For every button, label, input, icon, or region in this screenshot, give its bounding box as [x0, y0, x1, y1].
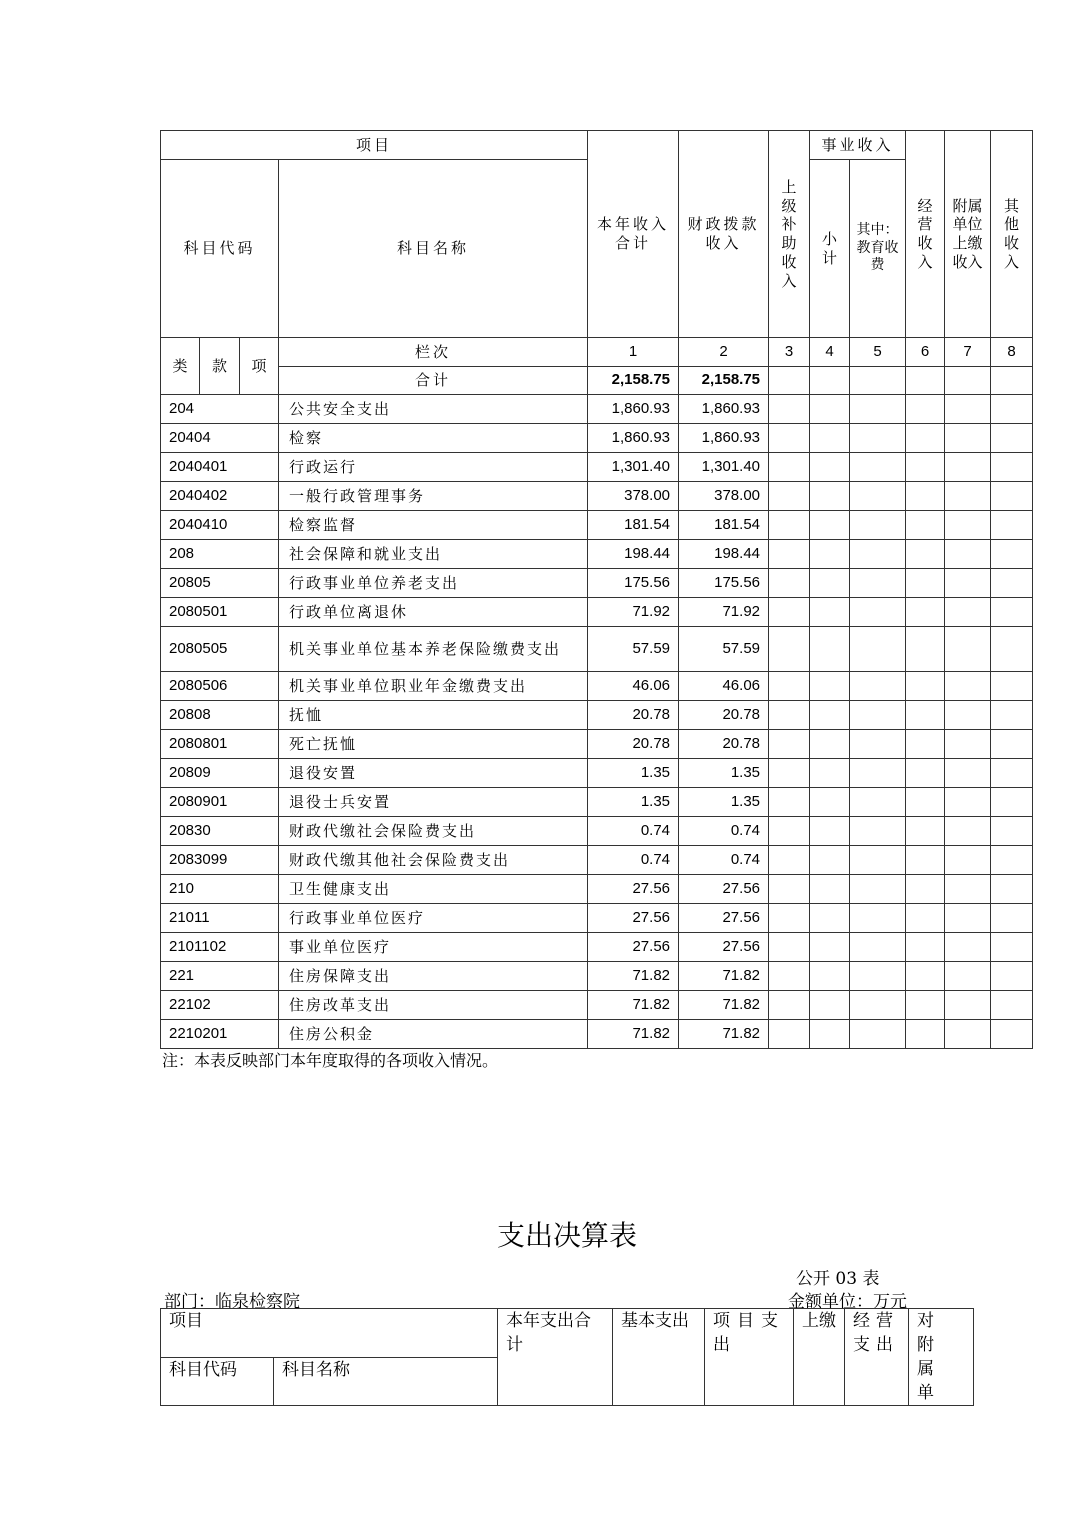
row-empty-cell [850, 701, 906, 730]
row-empty-cell [991, 511, 1033, 540]
row-empty-cell [991, 453, 1033, 482]
row-fiscal-income: 181.54 [679, 511, 769, 540]
row-empty-cell [945, 1020, 991, 1049]
row-fiscal-income: 71.92 [679, 598, 769, 627]
header-code: 科目代码 [161, 160, 279, 338]
header-lei: 类 [161, 338, 200, 395]
row-name: 财政代缴其他社会保险费支出 [279, 846, 588, 875]
row-total-income: 27.56 [588, 933, 679, 962]
exp-header-shangjiao: 上缴 [794, 1309, 845, 1406]
row-empty-cell [810, 817, 850, 846]
row-empty-cell [906, 904, 945, 933]
row-empty-cell [850, 904, 906, 933]
table-row [161, 875, 1033, 904]
row-empty-cell [991, 482, 1033, 511]
table-row [161, 933, 1033, 962]
row-name: 事业单位医疗 [279, 933, 588, 962]
row-empty-cell [810, 991, 850, 1020]
header-total-income: 本年收入合计 [588, 131, 679, 338]
income-rows [161, 395, 1033, 1049]
row-empty-cell [769, 846, 810, 875]
row-empty-cell [850, 424, 906, 453]
section-title: 支出决算表 [496, 1219, 637, 1252]
row-fiscal-income: 27.56 [679, 904, 769, 933]
exp-header-code: 科目代码 [161, 1357, 274, 1406]
row-fiscal-income: 175.56 [679, 569, 769, 598]
row-name: 行政事业单位养老支出 [279, 569, 588, 598]
row-empty-cell [945, 933, 991, 962]
table-row [161, 846, 1033, 875]
row-empty-cell [991, 759, 1033, 788]
row-empty-cell [906, 511, 945, 540]
row-empty-cell [810, 598, 850, 627]
row-empty-cell [769, 759, 810, 788]
row-fiscal-income: 1.35 [679, 788, 769, 817]
row-empty-cell [906, 933, 945, 962]
row-fiscal-income: 1,860.93 [679, 395, 769, 424]
row-empty-cell [945, 904, 991, 933]
row-empty-cell [906, 962, 945, 991]
row-name: 抚恤 [279, 701, 588, 730]
row-empty-cell [906, 453, 945, 482]
header-other-income: 其他收入 [991, 131, 1033, 338]
row-total-income: 175.56 [588, 569, 679, 598]
row-empty-cell [810, 788, 850, 817]
row-empty-cell [810, 395, 850, 424]
row-empty-cell [769, 395, 810, 424]
row-total-income: 20.78 [588, 701, 679, 730]
row-empty-cell [850, 453, 906, 482]
row-total-income: 1.35 [588, 788, 679, 817]
row-total-income: 0.74 [588, 817, 679, 846]
table-row [161, 672, 1033, 701]
row-empty-cell [810, 672, 850, 701]
row-total-income: 1.35 [588, 759, 679, 788]
row-empty-cell [769, 598, 810, 627]
row-empty-cell [769, 1020, 810, 1049]
row-fiscal-income: 71.82 [679, 1020, 769, 1049]
exp-header-name: 科目名称 [274, 1357, 498, 1406]
row-empty-cell [991, 627, 1033, 672]
row-name: 机关事业单位基本养老保险缴费支出 [279, 627, 588, 672]
row-name: 社会保障和就业支出 [279, 540, 588, 569]
row-empty-cell [850, 540, 906, 569]
row-total-income: 181.54 [588, 511, 679, 540]
row-code: 2080801 [161, 730, 279, 759]
row-name: 机关事业单位职业年金缴费支出 [279, 672, 588, 701]
row-name: 行政运行 [279, 453, 588, 482]
header-project: 项目 [161, 131, 588, 160]
row-empty-cell [850, 875, 906, 904]
row-name: 检察监督 [279, 511, 588, 540]
col-number: 5 [850, 338, 906, 367]
row-empty-cell [850, 759, 906, 788]
header-business-income: 事业收入 [810, 131, 906, 160]
header-name: 科目名称 [279, 160, 588, 338]
row-empty-cell [991, 875, 1033, 904]
row-name: 退役士兵安置 [279, 788, 588, 817]
row-empty-cell [810, 933, 850, 962]
exp-header-total: 本年支出合计 [498, 1309, 613, 1406]
table-row [161, 424, 1033, 453]
table-note: 注：本表反映部门本年度取得的各项收入情况。 [162, 1051, 499, 1070]
row-empty-cell [945, 424, 991, 453]
row-code: 2040401 [161, 453, 279, 482]
row-empty-cell [906, 875, 945, 904]
row-fiscal-income: 27.56 [679, 933, 769, 962]
row-empty-cell [769, 788, 810, 817]
row-fiscal-income: 1,860.93 [679, 424, 769, 453]
table-row [161, 701, 1033, 730]
row-total-income: 0.74 [588, 846, 679, 875]
row-empty-cell [810, 627, 850, 672]
row-empty-cell [769, 904, 810, 933]
row-empty-cell [810, 904, 850, 933]
row-empty-cell [945, 875, 991, 904]
row-empty-cell [906, 846, 945, 875]
row-fiscal-income: 1.35 [679, 759, 769, 788]
row-empty-cell [991, 730, 1033, 759]
exp-header-business: 经营支出 [845, 1309, 909, 1406]
row-empty-cell [810, 511, 850, 540]
col-number: 6 [906, 338, 945, 367]
table-row [161, 759, 1033, 788]
row-empty-cell [850, 482, 906, 511]
row-fiscal-income: 198.44 [679, 540, 769, 569]
row-code: 2101102 [161, 933, 279, 962]
row-fiscal-income: 71.82 [679, 991, 769, 1020]
row-fiscal-income: 27.56 [679, 875, 769, 904]
row-empty-cell [850, 598, 906, 627]
col-number: 2 [679, 338, 769, 367]
row-fiscal-income: 20.78 [679, 730, 769, 759]
row-name: 住房改革支出 [279, 991, 588, 1020]
header-subtotal: 小计 [810, 160, 850, 338]
row-empty-cell [991, 788, 1033, 817]
row-empty-cell [810, 730, 850, 759]
table-row [161, 817, 1033, 846]
row-name: 退役安置 [279, 759, 588, 788]
header-xiang: 项 [240, 338, 279, 395]
row-empty-cell [850, 627, 906, 672]
row-empty-cell [906, 730, 945, 759]
row-total-income: 378.00 [588, 482, 679, 511]
row-name: 行政事业单位医疗 [279, 904, 588, 933]
col-number: 8 [991, 338, 1033, 367]
row-total-income: 46.06 [588, 672, 679, 701]
row-code: 208 [161, 540, 279, 569]
row-total-income: 198.44 [588, 540, 679, 569]
row-empty-cell [945, 627, 991, 672]
row-empty-cell [991, 395, 1033, 424]
row-empty-cell [945, 701, 991, 730]
row-fiscal-income: 57.59 [679, 627, 769, 672]
row-code: 20404 [161, 424, 279, 453]
row-fiscal-income: 378.00 [679, 482, 769, 511]
table-row [161, 569, 1033, 598]
row-empty-cell [991, 962, 1033, 991]
row-empty-cell [769, 672, 810, 701]
col-number: 4 [810, 338, 850, 367]
row-total-income: 71.82 [588, 991, 679, 1020]
total-label: 合计 [279, 367, 588, 395]
row-empty-cell [906, 424, 945, 453]
table-row [161, 511, 1033, 540]
row-empty-cell [769, 511, 810, 540]
col-number: 3 [769, 338, 810, 367]
header-education-fee: 其中：教育收费 [850, 160, 906, 338]
row-empty-cell [945, 569, 991, 598]
table-row [161, 904, 1033, 933]
row-total-income: 1,301.40 [588, 453, 679, 482]
row-fiscal-income: 71.82 [679, 962, 769, 991]
row-empty-cell [769, 933, 810, 962]
row-empty-cell [945, 511, 991, 540]
row-empty-cell [945, 788, 991, 817]
row-empty-cell [810, 424, 850, 453]
row-name: 死亡抚恤 [279, 730, 588, 759]
header-upper-subsidy: 上级补助收入 [769, 131, 810, 338]
row-empty-cell [945, 453, 991, 482]
row-empty-cell [769, 991, 810, 1020]
col-number: 7 [945, 338, 991, 367]
table-row [161, 482, 1033, 511]
row-empty-cell [769, 569, 810, 598]
row-empty-cell [906, 788, 945, 817]
row-code: 20805 [161, 569, 279, 598]
row-empty-cell [945, 846, 991, 875]
table-row [161, 395, 1033, 424]
row-name: 住房保障支出 [279, 962, 588, 991]
row-code: 20808 [161, 701, 279, 730]
row-empty-cell [991, 817, 1033, 846]
row-empty-cell [850, 569, 906, 598]
row-fiscal-income: 20.78 [679, 701, 769, 730]
table-row [161, 730, 1033, 759]
row-empty-cell [850, 933, 906, 962]
exp-header-subsidiary: 对附属单 [909, 1309, 974, 1406]
row-code: 2080501 [161, 598, 279, 627]
row-empty-cell [850, 846, 906, 875]
row-empty-cell [850, 395, 906, 424]
row-code: 2040402 [161, 482, 279, 511]
row-empty-cell [850, 672, 906, 701]
row-name: 财政代缴社会保险费支出 [279, 817, 588, 846]
table-row [161, 598, 1033, 627]
row-empty-cell [810, 569, 850, 598]
row-empty-cell [945, 817, 991, 846]
row-empty-cell [906, 482, 945, 511]
row-empty-cell [850, 788, 906, 817]
header-operating-income: 经营收入 [906, 131, 945, 338]
row-empty-cell [945, 730, 991, 759]
row-empty-cell [906, 627, 945, 672]
row-empty-cell [945, 672, 991, 701]
header-kuan: 款 [200, 338, 240, 395]
table-row [161, 540, 1033, 569]
row-empty-cell [769, 730, 810, 759]
row-total-income: 71.82 [588, 962, 679, 991]
row-total-income: 27.56 [588, 875, 679, 904]
row-empty-cell [991, 933, 1033, 962]
row-empty-cell [991, 701, 1033, 730]
row-code: 221 [161, 962, 279, 991]
row-code: 2080506 [161, 672, 279, 701]
row-empty-cell [810, 1020, 850, 1049]
income-table [160, 130, 1033, 1049]
table-row [161, 991, 1033, 1020]
row-empty-cell [810, 962, 850, 991]
row-total-income: 71.82 [588, 1020, 679, 1049]
amount-unit: 金额单位：万元 [788, 1292, 907, 1312]
row-empty-cell [850, 511, 906, 540]
row-empty-cell [991, 540, 1033, 569]
row-name: 检察 [279, 424, 588, 453]
row-code: 2210201 [161, 1020, 279, 1049]
row-empty-cell [906, 1020, 945, 1049]
table-row [161, 1020, 1033, 1049]
row-fiscal-income: 0.74 [679, 846, 769, 875]
row-empty-cell [906, 540, 945, 569]
exp-header-project-exp: 项目支出 [705, 1309, 794, 1406]
row-empty-cell [850, 991, 906, 1020]
total-value-2: 2,158.75 [679, 367, 769, 395]
row-empty-cell [906, 672, 945, 701]
row-total-income: 71.92 [588, 598, 679, 627]
row-total-income: 57.59 [588, 627, 679, 672]
row-empty-cell [906, 701, 945, 730]
row-empty-cell [769, 817, 810, 846]
row-empty-cell [906, 759, 945, 788]
row-total-income: 20.78 [588, 730, 679, 759]
row-empty-cell [810, 453, 850, 482]
row-empty-cell [810, 701, 850, 730]
table-row [161, 453, 1033, 482]
row-name: 公共安全支出 [279, 395, 588, 424]
row-code: 22102 [161, 991, 279, 1020]
col-number: 1 [588, 338, 679, 367]
row-code: 2083099 [161, 846, 279, 875]
row-total-income: 1,860.93 [588, 395, 679, 424]
row-code: 2080901 [161, 788, 279, 817]
row-empty-cell [810, 846, 850, 875]
row-empty-cell [991, 424, 1033, 453]
row-empty-cell [991, 569, 1033, 598]
row-empty-cell [769, 962, 810, 991]
row-code: 20830 [161, 817, 279, 846]
exp-header-project: 项目 [161, 1309, 498, 1358]
header-fiscal-income: 财政拨款收入 [679, 131, 769, 338]
row-empty-cell [906, 817, 945, 846]
row-code: 20809 [161, 759, 279, 788]
row-code: 2040410 [161, 511, 279, 540]
header-lanci: 栏次 [279, 338, 588, 367]
row-name: 住房公积金 [279, 1020, 588, 1049]
row-empty-cell [906, 395, 945, 424]
row-empty-cell [945, 991, 991, 1020]
row-name: 一般行政管理事务 [279, 482, 588, 511]
row-empty-cell [945, 482, 991, 511]
row-empty-cell [945, 540, 991, 569]
total-value-1: 2,158.75 [588, 367, 679, 395]
row-empty-cell [769, 627, 810, 672]
row-empty-cell [769, 875, 810, 904]
row-name: 行政单位离退休 [279, 598, 588, 627]
exp-header-basic: 基本支出 [613, 1309, 705, 1406]
row-code: 2080505 [161, 627, 279, 672]
row-empty-cell [769, 482, 810, 511]
row-total-income: 27.56 [588, 904, 679, 933]
row-empty-cell [906, 569, 945, 598]
row-empty-cell [945, 395, 991, 424]
table-row [161, 962, 1033, 991]
row-empty-cell [991, 991, 1033, 1020]
row-code: 204 [161, 395, 279, 424]
row-empty-cell [810, 759, 850, 788]
table-row [161, 627, 1033, 672]
row-empty-cell [769, 424, 810, 453]
row-empty-cell [991, 904, 1033, 933]
row-empty-cell [945, 598, 991, 627]
row-empty-cell [991, 846, 1033, 875]
row-empty-cell [810, 540, 850, 569]
table-row [161, 788, 1033, 817]
row-empty-cell [769, 540, 810, 569]
row-empty-cell [906, 991, 945, 1020]
row-name: 卫生健康支出 [279, 875, 588, 904]
row-empty-cell [769, 453, 810, 482]
row-code: 210 [161, 875, 279, 904]
row-empty-cell [850, 962, 906, 991]
row-empty-cell [991, 672, 1033, 701]
table-number: 公开 03 表 [796, 1269, 880, 1289]
row-empty-cell [850, 1020, 906, 1049]
row-empty-cell [945, 759, 991, 788]
row-fiscal-income: 46.06 [679, 672, 769, 701]
department: 部门：临泉检察院 [164, 1292, 300, 1312]
row-empty-cell [769, 701, 810, 730]
row-empty-cell [850, 730, 906, 759]
row-total-income: 1,860.93 [588, 424, 679, 453]
header-subsidiary-income: 附属单位上缴收入 [945, 131, 991, 338]
row-empty-cell [991, 598, 1033, 627]
row-empty-cell [906, 598, 945, 627]
row-empty-cell [810, 875, 850, 904]
row-empty-cell [945, 962, 991, 991]
row-empty-cell [850, 817, 906, 846]
row-empty-cell [810, 482, 850, 511]
expenditure-table [160, 1308, 974, 1406]
row-fiscal-income: 0.74 [679, 817, 769, 846]
row-code: 21011 [161, 904, 279, 933]
row-fiscal-income: 1,301.40 [679, 453, 769, 482]
row-empty-cell [991, 1020, 1033, 1049]
